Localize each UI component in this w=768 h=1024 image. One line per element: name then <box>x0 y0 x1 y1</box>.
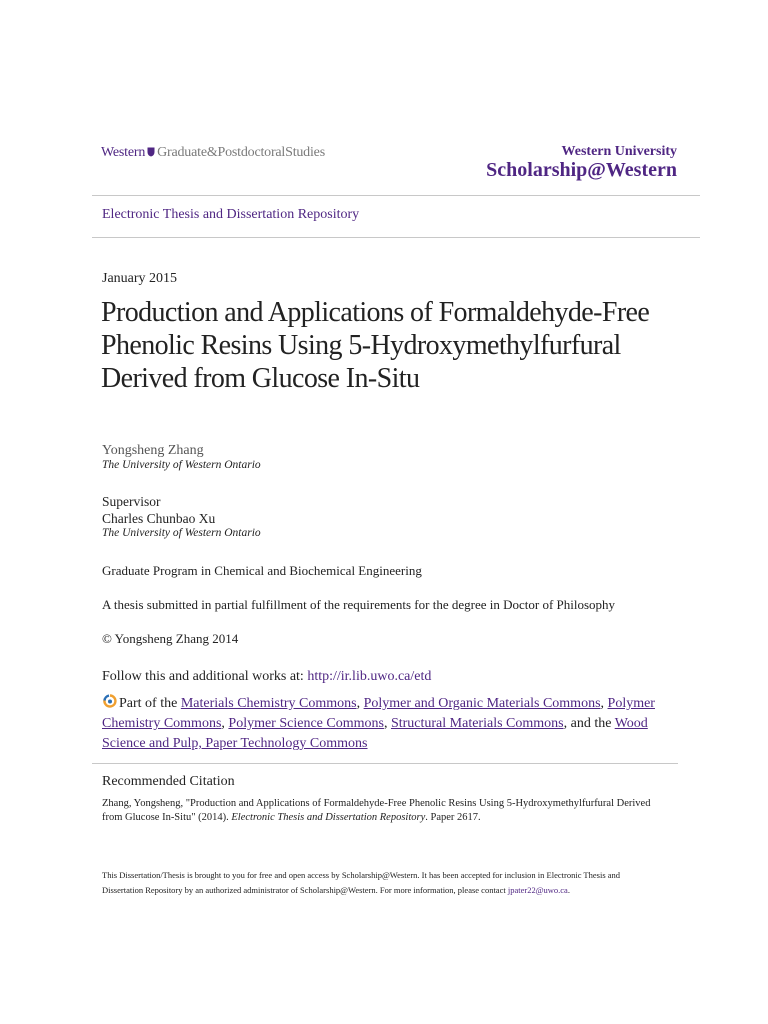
commons-link-wood-science-pulp-paper[interactable]: Wood Science and Pulp, Paper Technology Commons <box>102 716 648 751</box>
author-block <box>102 443 261 471</box>
western-wordmark: Western <box>101 145 146 160</box>
commons-separator: , <box>600 696 608 711</box>
author-name: Yongsheng Zhang <box>102 443 204 458</box>
recommended-citation-text <box>102 797 662 825</box>
part-of-prefix: Part of the <box>119 696 181 711</box>
scholarship-title: Scholarship@Western <box>486 159 677 181</box>
supervisor-affiliation: The University of Western Ontario <box>102 527 261 539</box>
citation-divider <box>92 763 678 764</box>
copyright-notice: © Yongsheng Zhang 2014 <box>102 631 239 646</box>
commons-link-polymer-science[interactable]: Polymer Science Commons <box>228 716 384 731</box>
degree-statement: A thesis submitted in partial fulfillment of the requirements for the degree in Doctor of Philosophy <box>102 597 616 612</box>
header-divider <box>92 195 700 196</box>
commons-separator: , <box>383 716 391 731</box>
western-crest-icon <box>147 147 155 157</box>
university-name: Western University <box>561 144 677 159</box>
part-of-commons <box>102 693 672 754</box>
access-statement <box>102 868 662 898</box>
commons-link-materials-chemistry[interactable]: Materials Chemistry Commons <box>180 696 357 711</box>
graduate-studies-brand <box>101 145 325 161</box>
contact-email-link[interactable]: jpater22@uwo.ca <box>507 885 568 895</box>
commons-link-structural-materials[interactable]: Structural Materials Commons <box>390 716 564 731</box>
graduate-program: Graduate Program in Chemical and Biochemical Engineering <box>102 563 422 578</box>
thesis-title: Production and Applications of Formaldehyde-Free Phenolic Resins Using 5-Hydroxymethylfurfural Derived from Glucose In-Situ <box>101 297 650 394</box>
scholarship-brand[interactable] <box>486 144 677 182</box>
citation-end: . Paper 2617. <box>425 812 481 823</box>
etd-url-link[interactable]: http://ir.lib.uwo.ca/etd <box>307 669 432 684</box>
follow-prefix: Follow this and additional works at: <box>102 669 308 684</box>
supervisor-label: Supervisor <box>102 494 161 509</box>
commons-separator: , <box>356 696 364 711</box>
author-affiliation: The University of Western Ontario <box>102 459 261 471</box>
graduate-studies-wordmark: Graduate&PostdoctoralStudies <box>157 145 325 160</box>
commons-separator: , and the <box>563 716 615 731</box>
citation-journal: Electronic Thesis and Dissertation Repository <box>231 812 426 823</box>
commons-link-polymer-organic-materials[interactable]: Polymer and Organic Materials Commons <box>363 696 601 711</box>
access-statement-text: This Dissertation/Thesis is brought to you for free and open access by Scholarship@Western. It has been accepted for inclusion in Electronic Thesis and Dissertation Repository by an authorized administrator of Scholarship@Western. For more information, please contact <box>102 870 621 895</box>
access-statement-end: . <box>567 885 570 895</box>
follow-line <box>102 669 431 685</box>
supervisor-block <box>102 493 261 539</box>
citation-body: Zhang, Yongsheng, "Production and Applications of Formaldehyde-Free Phenolic Resins Using 5-Hydroxymethylfurfural Derived from Glucose In-Situ" (2014). <box>102 798 651 823</box>
commons-link-polymer-chemistry[interactable]: Polymer Chemistry Commons <box>102 696 655 731</box>
commons-separator: , <box>221 716 229 731</box>
repository-divider <box>92 237 700 238</box>
open-access-icon <box>102 693 118 709</box>
supervisor-name: Charles Chunbao Xu <box>102 511 216 526</box>
recommended-citation-heading: Recommended Citation <box>102 774 235 789</box>
publication-date: January 2015 <box>102 271 178 286</box>
repository-link[interactable]: Electronic Thesis and Dissertation Repository <box>102 207 360 222</box>
